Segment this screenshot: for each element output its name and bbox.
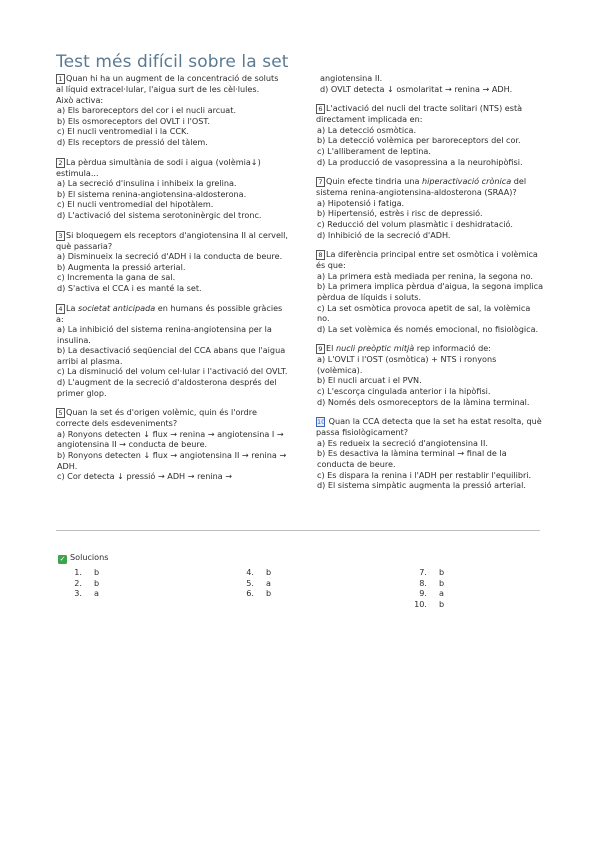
solution-row bbox=[236, 578, 271, 589]
solutions-heading bbox=[58, 552, 108, 564]
solution-answer: a bbox=[266, 577, 271, 588]
question-text: Quin efecte tindria una bbox=[326, 176, 423, 187]
solution-answer: b bbox=[266, 567, 272, 577]
solution-number: 4. bbox=[246, 567, 254, 577]
question-number: 3 bbox=[56, 231, 65, 241]
question-continuation: angiotensina II. bbox=[320, 73, 383, 83]
answer-option: d) S'activa el CCA i es manté la set. bbox=[57, 282, 202, 293]
answer-option: d) L'augment de la secreció d'aldosterona després del primer glop. bbox=[57, 377, 277, 398]
solution-number: 8. bbox=[419, 577, 427, 588]
question-stem bbox=[316, 416, 544, 438]
answer-option: c) Cor detecta ↓ pressió → ADH → renina → bbox=[57, 471, 233, 482]
solution-answer: a bbox=[439, 588, 444, 599]
question-text: del sistema renina-angiotensina-aldosterona (SRAA)? bbox=[316, 176, 527, 198]
solution-row bbox=[236, 588, 271, 599]
answer-option: a) Hipotensió i fatiga. bbox=[317, 197, 405, 208]
answer-option: b) Els osmoreceptors del OVLT i l'OST. bbox=[57, 115, 210, 126]
question-number: 7 bbox=[316, 177, 325, 187]
solution-row bbox=[64, 588, 99, 599]
page-title: Test més difícil sobre la set bbox=[56, 52, 289, 72]
solution-answer: b bbox=[266, 588, 272, 599]
question-number: 2 bbox=[56, 158, 65, 168]
question-9 bbox=[316, 343, 544, 407]
answer-option: d) L'activació del sistema serotoninèrgic del tronc. bbox=[57, 209, 262, 220]
solution-number: 1. bbox=[74, 567, 82, 577]
question-8 bbox=[316, 249, 544, 334]
answer-option: c) Es dispara la renina i l'ADH per restablir l'equilibri. bbox=[317, 469, 532, 480]
question-6 bbox=[316, 103, 544, 167]
answer-option: b) La desactivació seqüencial del CCA abans que l'aigua arribi al plasma. bbox=[57, 345, 286, 366]
solution-number: 7. bbox=[419, 567, 427, 577]
question-text: Això activa: bbox=[56, 94, 104, 105]
solution-answer: b bbox=[439, 567, 445, 577]
answer-option: c) Reducció del volum plasmàtic i deshidratació. bbox=[317, 218, 513, 229]
question-number: 8 bbox=[316, 250, 325, 260]
question-stem bbox=[316, 176, 544, 198]
solution-number: 3. bbox=[74, 588, 82, 599]
solution-number: 6. bbox=[246, 588, 254, 599]
question-number: 9 bbox=[316, 344, 325, 354]
answer-option: a) La primera està mediada per renina, la segona no. bbox=[317, 270, 533, 281]
answer-option: a) Es redueix la secreció d'angiotensina II. bbox=[317, 437, 488, 448]
solution-row bbox=[64, 567, 99, 578]
question-stem bbox=[56, 157, 288, 179]
answer-option: d) Només dels osmoreceptors de la làmina terminal. bbox=[317, 396, 530, 407]
questions-column-left bbox=[56, 73, 288, 491]
solution-number: 9. bbox=[419, 588, 427, 599]
solution-row bbox=[409, 567, 444, 578]
question-text: Quan la CCA detecta que la set ha estat resolta, què passa fisiològicament? bbox=[316, 416, 542, 438]
answer-option: c) El nucli ventromedial i la CCK. bbox=[57, 126, 189, 137]
question-text: en humans és possible gràcies a: bbox=[56, 302, 283, 324]
question-text: Quan hi ha un augment de la concentració de soluts al líquid extracel·lular, l'aigua surt de les cèl·lules. bbox=[56, 73, 279, 94]
question-5 bbox=[56, 407, 288, 482]
question-number: 5 bbox=[56, 408, 65, 418]
question-number: 4 bbox=[56, 304, 65, 314]
check-icon: ✓ bbox=[59, 555, 66, 563]
question-text-emphasis: societat anticipada bbox=[78, 302, 156, 313]
answer-option: a) Ronyons detecten ↓ flux → renina → angiotensina I → angiotensina II → conducta de beure. bbox=[57, 428, 284, 450]
question-text: Quan la set és d'origen volèmic, quin és l'ordre correcte dels esdeveniments? bbox=[56, 407, 257, 429]
solutions-column-2 bbox=[236, 567, 271, 599]
solution-answer: b bbox=[94, 577, 100, 588]
solution-number: 10. bbox=[414, 598, 427, 609]
answer-option: a) Disminueix la secreció d'ADH i la conducta de beure. bbox=[57, 251, 283, 262]
answer-option: d) Els receptors de pressió del tàlem. bbox=[57, 136, 208, 147]
solutions-column-3 bbox=[409, 567, 444, 609]
answer-option: d) La producció de vasopressina a la neurohipòfisi. bbox=[317, 156, 523, 167]
question-4 bbox=[56, 303, 288, 399]
question-text-emphasis: hiperactivació crònica bbox=[422, 176, 512, 187]
question-stem bbox=[56, 407, 288, 429]
question-text: Si bloquegem els receptors d'angiotensina II al cervell, què passaria? bbox=[56, 229, 289, 251]
answer-option: c) L'escorça cingulada anterior i la hipòfisi. bbox=[317, 386, 491, 397]
answer-option: d) El sistema simpàtic augmenta la pressió arterial. bbox=[317, 480, 526, 491]
question-1 bbox=[56, 73, 288, 148]
solution-row bbox=[236, 567, 271, 578]
answer-option: b) El nucli arcuat i el PVN. bbox=[317, 375, 422, 386]
solution-row bbox=[64, 578, 99, 589]
answer-option: c) L'alliberament de leptina. bbox=[317, 145, 431, 156]
divider bbox=[56, 530, 540, 531]
answer-option: a) L'OVLT i l'OST (osmòtica) + NTS i ronyons (volèmica). bbox=[317, 354, 497, 375]
answer-option: a) La detecció osmòtica. bbox=[317, 124, 417, 135]
answer-option: b) Hipertensió, estrès i risc de depressió. bbox=[317, 208, 483, 219]
question-text: La bbox=[66, 302, 79, 313]
answer-option: b) Augmenta la pressió arterial. bbox=[57, 261, 186, 272]
question-stem bbox=[56, 230, 288, 252]
question-number: 6 bbox=[316, 104, 325, 114]
question-3 bbox=[56, 230, 288, 294]
solution-answer: b bbox=[439, 598, 445, 609]
answer-option: d) La set volèmica és només emocional, no fisiològica. bbox=[317, 323, 539, 334]
question-text: L'activació del nucli del tracte solitari (NTS) està directament implicada en: bbox=[316, 103, 523, 125]
question-stem bbox=[316, 249, 544, 271]
solution-answer: b bbox=[94, 567, 100, 577]
answer-option: b) Es desactiva la làmina terminal → final de la conducta de beure. bbox=[317, 448, 507, 470]
question-7 bbox=[316, 176, 544, 240]
question-cont bbox=[316, 73, 544, 94]
solution-row bbox=[409, 599, 444, 610]
answer-option: b) Ronyons detecten ↓ flux → angiotensina II → renina → ADH. bbox=[57, 450, 287, 471]
answer-option: c) El nucli ventromedial del hipotàlem. bbox=[57, 199, 214, 210]
answer-option: d) OVLT detecta ↓ osmolaritat → renina → ADH. bbox=[320, 83, 513, 94]
answer-option: c) La disminució del volum cel·lular i l'activació del OVLT. bbox=[57, 366, 288, 377]
solutions-heading-label: Solucions bbox=[70, 552, 109, 562]
question-10 bbox=[316, 416, 544, 491]
question-text: rep informació de: bbox=[414, 343, 491, 354]
question-text: La diferència principal entre set osmòtica i volèmica és que: bbox=[316, 249, 538, 271]
solution-row bbox=[409, 578, 444, 589]
question-text-emphasis: nucli preòptic mitjà bbox=[335, 343, 415, 354]
solution-answer: a bbox=[94, 588, 99, 599]
answer-option: d) Inhibició de la secreció d'ADH. bbox=[317, 229, 451, 240]
solution-number: 5. bbox=[246, 577, 254, 588]
question-text: El bbox=[326, 343, 336, 354]
solution-answer: b bbox=[439, 577, 445, 588]
answer-option: b) El sistema renina-angiotensina-aldosterona. bbox=[57, 188, 247, 199]
answer-option: a) Els baroreceptors del cor i el nucli arcuat. bbox=[57, 105, 237, 116]
answer-option: c) Incrementa la gana de sal. bbox=[57, 272, 176, 283]
solutions-column-1 bbox=[64, 567, 99, 599]
answer-option: a) La inhibició del sistema renina-angiotensina per la insulina. bbox=[57, 324, 272, 345]
answer-option: a) La secreció d'insulina i inhibeix la grelina. bbox=[57, 178, 237, 189]
questions-column-right bbox=[316, 73, 544, 500]
question-stem bbox=[56, 73, 288, 105]
answer-option: c) La set osmòtica provoca apetit de sal, la volèmica no. bbox=[317, 302, 531, 324]
question-number: 10 bbox=[317, 418, 326, 427]
question-2 bbox=[56, 157, 288, 221]
question-number: 1 bbox=[56, 74, 65, 84]
solution-number: 2. bbox=[74, 577, 82, 588]
question-stem bbox=[56, 303, 288, 325]
question-stem bbox=[316, 103, 544, 125]
answer-option: b) La primera implica pèrdua d'aigua, la segona implica pèrdua de líquids i soluts. bbox=[317, 281, 544, 302]
answer-option: b) La detecció volèmica per baroreceptors del cor. bbox=[317, 135, 521, 146]
question-text: La pèrdua simultània de sodi i aigua (volèmia↓) estimula... bbox=[56, 156, 261, 178]
solution-row bbox=[409, 588, 444, 599]
question-stem bbox=[316, 343, 544, 354]
